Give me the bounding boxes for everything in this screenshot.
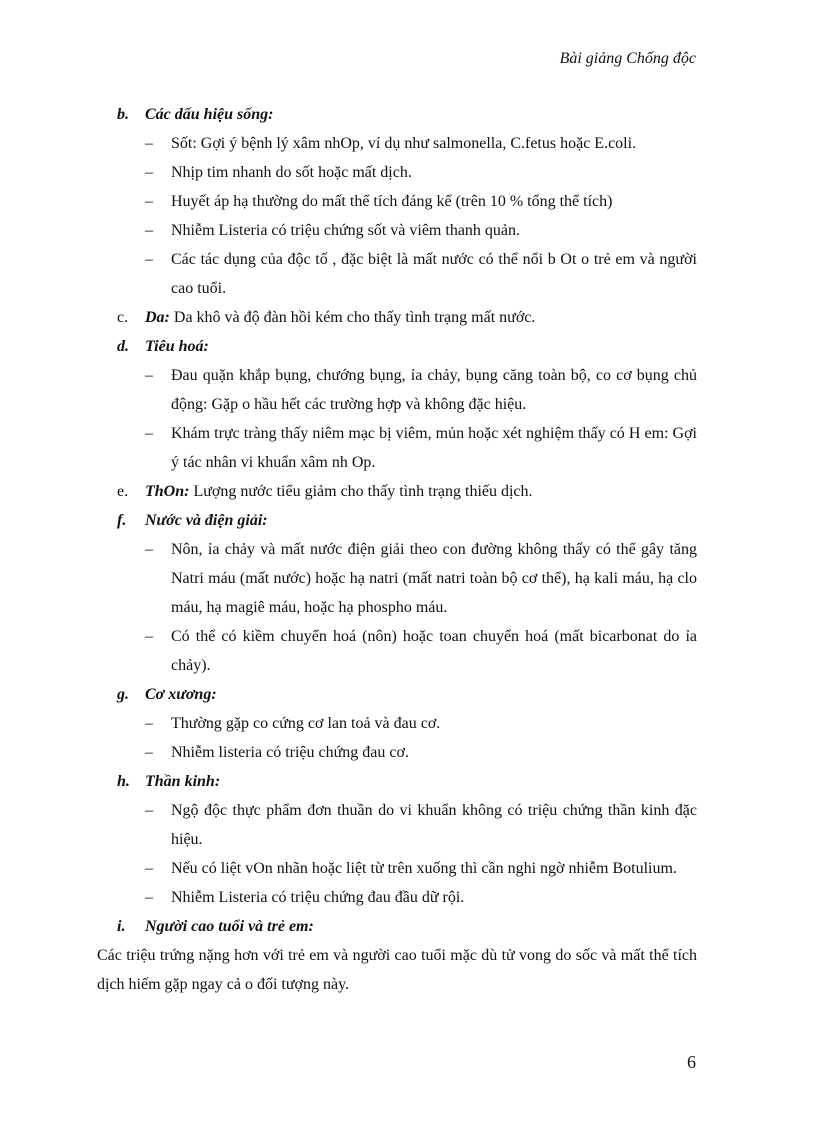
dash-bullet: – bbox=[145, 251, 153, 268]
dash-bullet: – bbox=[145, 425, 153, 442]
dash-bullet: – bbox=[145, 222, 153, 239]
dash-bullet: – bbox=[145, 541, 153, 558]
list-item-text: Nhịp tim nhanh do sốt hoặc mất dịch. bbox=[171, 164, 412, 181]
running-header: Bài giảng Chống độc bbox=[559, 50, 696, 67]
section-i-paragraph: Các triệu trứng nặng hơn với trẻ em và người cao tuổi mặc dù tử vong do sốc và mất thể tích dịch hiếm gặp ngay cả o đối tượng này. bbox=[97, 947, 697, 993]
section-title: Thần kinh: bbox=[145, 773, 221, 790]
section-label: g. bbox=[117, 686, 129, 703]
list-item bbox=[117, 535, 697, 622]
list-item bbox=[117, 796, 697, 854]
list-item-text: Nôn, ỉa chảy và mất nước điện giải theo con đường không thấy có thể gây tăng Natri máu (mất nước) hoặc hạ natri (mất natri toàn bộ cơ thể), hạ kali máu, hạ clo máu, hạ magiê máu, hoặc hạ phospho máu. bbox=[171, 541, 697, 616]
dash-bullet: – bbox=[145, 802, 153, 819]
list-item bbox=[117, 854, 697, 883]
section-e bbox=[117, 477, 697, 506]
section-text: Da khô và độ đàn hồi kém cho thấy tình trạng mất nước. bbox=[169, 309, 536, 326]
section-b-heading bbox=[117, 100, 697, 129]
list-item bbox=[117, 709, 697, 738]
section-label: h. bbox=[117, 773, 130, 790]
section-label: e. bbox=[117, 483, 129, 500]
list-item-text: Nhiễm listeria có triệu chứng đau cơ. bbox=[171, 744, 409, 761]
page-number: 6 bbox=[687, 1052, 696, 1072]
list-item bbox=[117, 158, 697, 187]
section-title: Tiêu hoá: bbox=[145, 338, 209, 355]
list-item bbox=[117, 738, 697, 767]
dash-bullet: – bbox=[145, 367, 153, 384]
list-item-text: Ngộ độc thực phẩm đơn thuần do vi khuẩn không có triệu chứng thần kinh đặc hiệu. bbox=[171, 802, 697, 848]
section-d-heading bbox=[117, 332, 697, 361]
dash-bullet: – bbox=[145, 135, 153, 152]
section-title: Cơ xương: bbox=[145, 686, 217, 703]
list-item bbox=[117, 361, 697, 419]
section-label: b. bbox=[117, 106, 129, 123]
section-label: i. bbox=[117, 918, 126, 935]
list-item-text: Nhiễm Listeria có triệu chứng sốt và viêm thanh quản. bbox=[171, 222, 521, 239]
section-g-heading bbox=[117, 680, 697, 709]
dash-bullet: – bbox=[145, 164, 153, 181]
section-title: ThOn: bbox=[145, 483, 190, 500]
dash-bullet: – bbox=[145, 889, 153, 906]
list-item bbox=[117, 216, 697, 245]
section-label: d. bbox=[117, 338, 129, 355]
section-title: Các dấu hiệu sống: bbox=[145, 106, 274, 123]
section-label: f. bbox=[117, 512, 127, 529]
section-title: Nước và điện giải: bbox=[145, 512, 268, 529]
list-item-text: Nếu có liệt vOn nhãn hoặc liệt từ trên xuống thì cần nghi ngờ nhiễm Botulium. bbox=[171, 860, 677, 877]
list-item bbox=[117, 419, 697, 477]
list-item bbox=[117, 883, 697, 912]
list-item bbox=[117, 129, 697, 158]
list-item bbox=[117, 245, 697, 303]
list-item-text: Có thể có kiềm chuyển hoá (nôn) hoặc toan chuyển hoá (mất bicarbonat do ỉa chảy). bbox=[171, 628, 697, 674]
section-label: c. bbox=[117, 309, 129, 326]
page-content bbox=[97, 100, 697, 999]
list-item bbox=[117, 622, 697, 680]
list-item-text: Khám trực tràng thấy niêm mạc bị viêm, mủn hoặc xét nghiệm thấy có H em: Gợi ý tác nhân vi khuẩn xâm nh Op. bbox=[171, 425, 697, 471]
section-title: Người cao tuổi và trẻ em: bbox=[145, 918, 314, 935]
list-item-text: Huyết áp hạ thường do mất thể tích đáng kể (trên 10 % tổng thể tích) bbox=[171, 193, 613, 210]
list-item-text: Sốt: Gợi ý bệnh lý xâm nhOp, ví dụ như salmonella, C.fetus hoặc E.coli. bbox=[171, 135, 637, 152]
section-title: Da: bbox=[145, 309, 170, 326]
dash-bullet: – bbox=[145, 715, 153, 732]
list-item bbox=[117, 187, 697, 216]
dash-bullet: – bbox=[145, 628, 153, 645]
section-f-heading bbox=[117, 506, 697, 535]
dash-bullet: – bbox=[145, 860, 153, 877]
section-i-heading bbox=[117, 912, 697, 941]
list-item-text: Đau quặn khắp bụng, chướng bụng, ỉa chảy, bụng căng toàn bộ, co cơ bụng chủ động: Gặp o hầu hết các trường hợp và không đặc hiệu. bbox=[171, 367, 697, 413]
dash-bullet: – bbox=[145, 193, 153, 210]
dash-bullet: – bbox=[145, 744, 153, 761]
section-c bbox=[117, 303, 697, 332]
list-item-text: Thường gặp co cứng cơ lan toả và đau cơ. bbox=[171, 715, 441, 732]
list-item-text: Các tác dụng của độc tố , đặc biệt là mất nước có thể nổi b Ot o trẻ em và người cao tuổi. bbox=[171, 251, 697, 297]
section-text: Lượng nước tiểu giảm cho thấy tình trạng thiếu dịch. bbox=[189, 483, 533, 500]
list-item-text: Nhiễm Listeria có triệu chứng đau đầu dữ rội. bbox=[171, 889, 465, 906]
section-h-heading bbox=[117, 767, 697, 796]
